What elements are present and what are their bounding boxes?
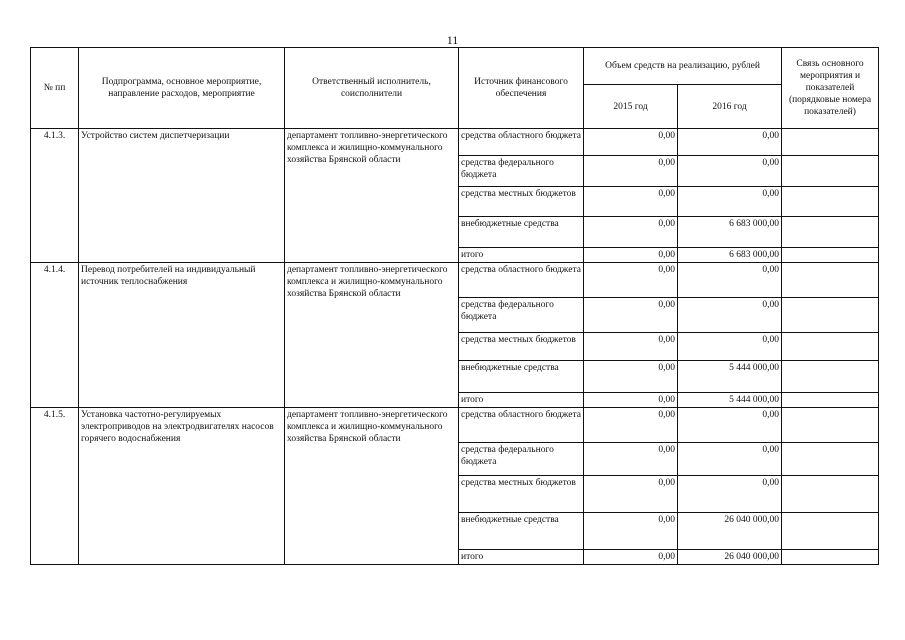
- funding-source-total: итого: [459, 550, 584, 565]
- amount-2016: 5 444 000,00: [678, 393, 782, 408]
- amount-2015: 0,00: [584, 217, 678, 248]
- header-num: № пп: [31, 48, 79, 129]
- activity-name: Устройство систем диспетчеризации: [79, 129, 285, 263]
- funding-source: средства федерального бюджета: [459, 443, 584, 476]
- activity-name: Перевод потребителей на индивидуальный источник теплоснабжения: [79, 263, 285, 408]
- funding-source: средства местных бюджетов: [459, 187, 584, 217]
- table-row: [31, 408, 879, 443]
- funding-source: средства федерального бюджета: [459, 156, 584, 187]
- budget-table: [30, 47, 879, 565]
- amount-2015: 0,00: [584, 129, 678, 156]
- amount-2016: 0,00: [678, 156, 782, 187]
- header-subprogram: Подпрограмма, основное мероприятие, направление расходов, мероприятие: [79, 48, 285, 129]
- funding-source-total: итого: [459, 393, 584, 408]
- indicator-link: [782, 408, 879, 443]
- indicator-link: [782, 361, 879, 393]
- table-body: [31, 129, 879, 565]
- indicator-link: [782, 156, 879, 187]
- amount-2015: 0,00: [584, 513, 678, 550]
- amount-2016: 0,00: [678, 298, 782, 333]
- header-links: Связь основного мероприятия и показателей (порядковые номера показателей): [782, 48, 879, 129]
- amount-2015: 0,00: [584, 476, 678, 513]
- amount-2016: 6 683 000,00: [678, 248, 782, 263]
- executor-name: департамент топливно-энергетического комплекса и жилищно-коммунального хозяйства Брянской области: [285, 129, 459, 263]
- amount-2015: 0,00: [584, 248, 678, 263]
- row-number: 4.1.4.: [31, 263, 79, 408]
- indicator-link: [782, 129, 879, 156]
- header-source: Источник финансового обеспечения: [459, 48, 584, 129]
- amount-2016: 6 683 000,00: [678, 217, 782, 248]
- funding-source: средства областного бюджета: [459, 263, 584, 298]
- amount-2015: 0,00: [584, 156, 678, 187]
- funding-source: средства местных бюджетов: [459, 476, 584, 513]
- amount-2016: 0,00: [678, 408, 782, 443]
- funding-source: внебюджетные средства: [459, 513, 584, 550]
- amount-2015: 0,00: [584, 333, 678, 361]
- indicator-link: [782, 298, 879, 333]
- amount-2016: 0,00: [678, 187, 782, 217]
- amount-2016: 26 040 000,00: [678, 513, 782, 550]
- indicator-link: [782, 217, 879, 248]
- funding-source: средства областного бюджета: [459, 408, 584, 443]
- header-year-2016: 2016 год: [678, 85, 782, 129]
- amount-2016: 0,00: [678, 129, 782, 156]
- amount-2016: 0,00: [678, 333, 782, 361]
- indicator-link: [782, 550, 879, 565]
- amount-2015: 0,00: [584, 187, 678, 217]
- funding-source: внебюджетные средства: [459, 217, 584, 248]
- funding-source: внебюджетные средства: [459, 361, 584, 393]
- table-row: [31, 129, 879, 156]
- amount-2016: 26 040 000,00: [678, 550, 782, 565]
- indicator-link: [782, 476, 879, 513]
- amount-2016: 0,00: [678, 443, 782, 476]
- header-executor: Ответственный исполнитель, соисполнители: [285, 48, 459, 129]
- amount-2015: 0,00: [584, 298, 678, 333]
- amount-2015: 0,00: [584, 443, 678, 476]
- indicator-link: [782, 263, 879, 298]
- activity-name: Установка частотно-регулируемых электроприводов на электродвигателях насосов горячего водоснабжения: [79, 408, 285, 565]
- page-number: 11: [446, 33, 459, 47]
- funding-source: средства местных бюджетов: [459, 333, 584, 361]
- amount-2015: 0,00: [584, 361, 678, 393]
- amount-2016: 0,00: [678, 476, 782, 513]
- indicator-link: [782, 443, 879, 476]
- funding-source-total: итого: [459, 248, 584, 263]
- amount-2015: 0,00: [584, 263, 678, 298]
- amount-2015: 0,00: [584, 408, 678, 443]
- indicator-link: [782, 393, 879, 408]
- row-number: 4.1.3.: [31, 129, 79, 263]
- amount-2016: 0,00: [678, 263, 782, 298]
- indicator-link: [782, 513, 879, 550]
- amount-2015: 0,00: [584, 393, 678, 408]
- executor-name: департамент топливно-энергетического комплекса и жилищно-коммунального хозяйства Брянской области: [285, 408, 459, 565]
- amount-2016: 5 444 000,00: [678, 361, 782, 393]
- indicator-link: [782, 333, 879, 361]
- header-year-2015: 2015 год: [584, 85, 678, 129]
- executor-name: департамент топливно-энергетического комплекса и жилищно-коммунального хозяйства Брянской области: [285, 263, 459, 408]
- funding-source: средства областного бюджета: [459, 129, 584, 156]
- amount-2015: 0,00: [584, 550, 678, 565]
- indicator-link: [782, 248, 879, 263]
- funding-source: средства федерального бюджета: [459, 298, 584, 333]
- table-row: [31, 263, 879, 298]
- indicator-link: [782, 187, 879, 217]
- header-volume: Объем средств на реализацию, рублей: [584, 48, 782, 85]
- row-number: 4.1.5.: [31, 408, 79, 565]
